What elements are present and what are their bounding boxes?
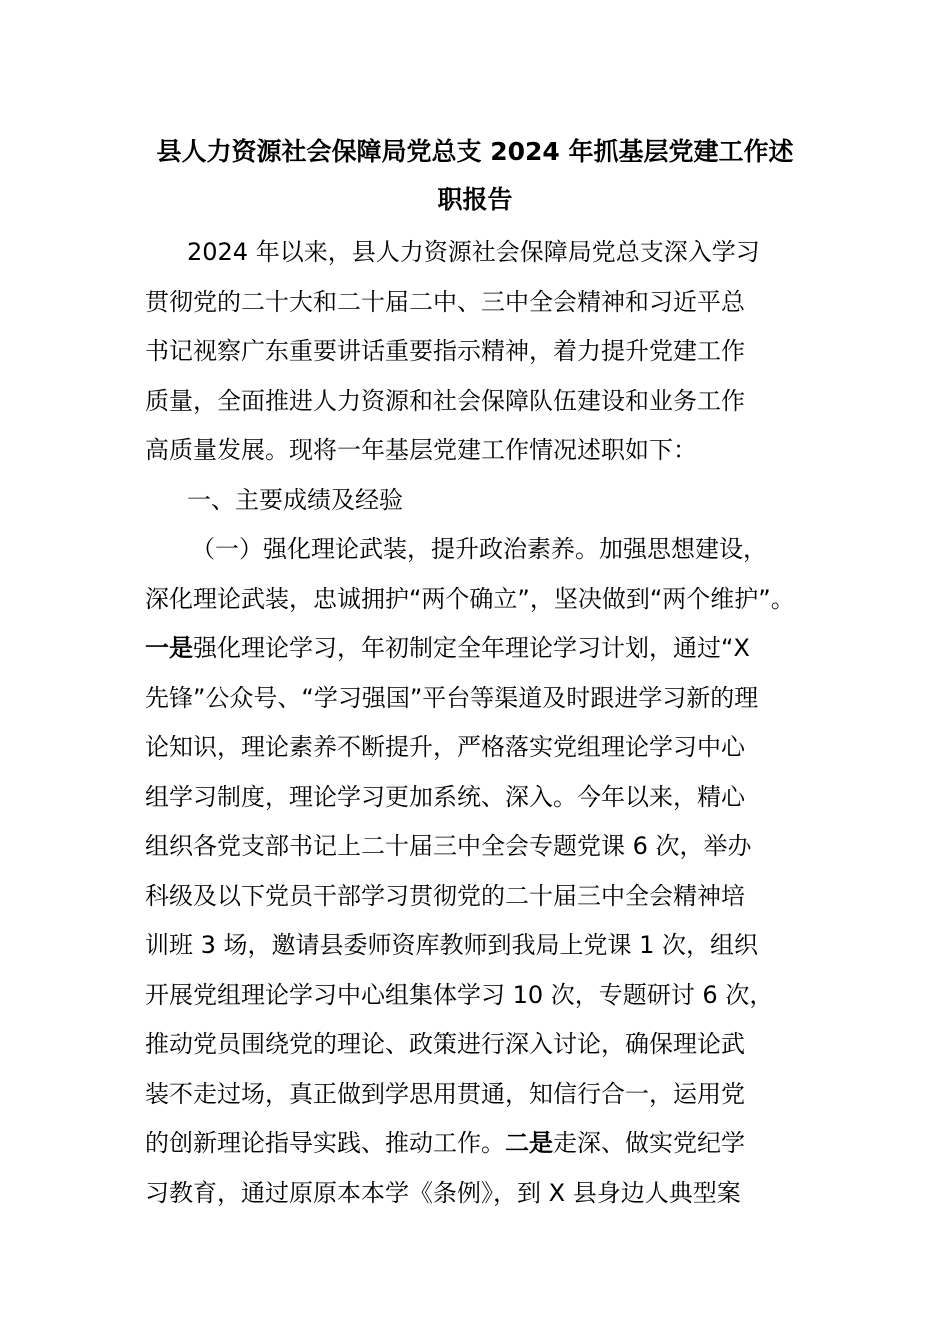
subsection-heading: （一）强化理论武装，提升政治素养。加强思想建设， [191, 535, 767, 563]
line-text: 的创新理论指导实践、推动工作。 [145, 1129, 505, 1157]
document-title-line-1: 县人力资源社会保障局党总支 2024 年抓基层党建工作述 [156, 137, 794, 166]
paragraph-line: 书记视察广东重要讲话重要指示精神，着力提升党建工作 [145, 337, 745, 365]
paragraph-line: 2024 年以来，县人力资源社会保障局党总支深入学习 [187, 238, 760, 266]
paragraph-line: 习教育，通过原原本本学《条例》，到 X 县身边人典型案 [145, 1178, 741, 1207]
paragraph-line: 深化理论武装，忠诚拥护“两个确立”，坚决做到“两个维护”。 [145, 584, 795, 613]
paragraph-line: 贯彻党的二十大和二十届二中、三中全会精神和习近平总 [145, 287, 745, 316]
line-text: 走深、做实党纪学 [553, 1129, 745, 1157]
paragraph-line: 组织各党支部书记上二十届三中全会专题党课 6 次，举办 [145, 832, 752, 860]
document-title-line-2: 职报告 [437, 185, 513, 214]
bold-lead: 二是 [505, 1129, 553, 1157]
paragraph-line: 先锋”公众号、“学习强国”平台等渠道及时跟进学习新的理 [145, 683, 759, 712]
paragraph-line [145, 1119, 825, 1169]
paragraph-line: 组学习制度，理论学习更加系统、深入。今年以来，精心 [145, 782, 745, 811]
document-body [145, 228, 825, 1218]
section-heading: 一、主要成绩及经验 [187, 485, 403, 514]
paragraph-line: 质量，全面推进人力资源和社会保障队伍建设和业务工作 [145, 386, 745, 415]
paragraph-line: 高质量发展。现将一年基层党建工作情况述职如下： [145, 436, 697, 464]
paragraph-line: 装不走过场，真正做到学思用贯通，知信行合一，运用党 [145, 1079, 745, 1108]
bold-lead: 一是 [145, 634, 193, 662]
paragraph-line [145, 624, 825, 674]
paragraph-line: 科级及以下党员干部学习贯彻党的二十届三中全会精神培 [145, 881, 745, 910]
paragraph-line: 推动党员围绕党的理论、政策进行深入讨论，确保理论武 [145, 1030, 745, 1058]
line-text: 强化理论学习，年初制定全年理论学习计划，通过“X [193, 634, 750, 662]
paragraph-line: 论知识，理论素养不断提升，严格落实党组理论学习中心 [145, 733, 745, 761]
paragraph-line: 训班 3 场，邀请县委师资库教师到我局上党课 1 次，组织 [145, 931, 759, 959]
paragraph-line: 开展党组理论学习中心组集体学习 10 次，专题研讨 6 次， [145, 980, 774, 1009]
